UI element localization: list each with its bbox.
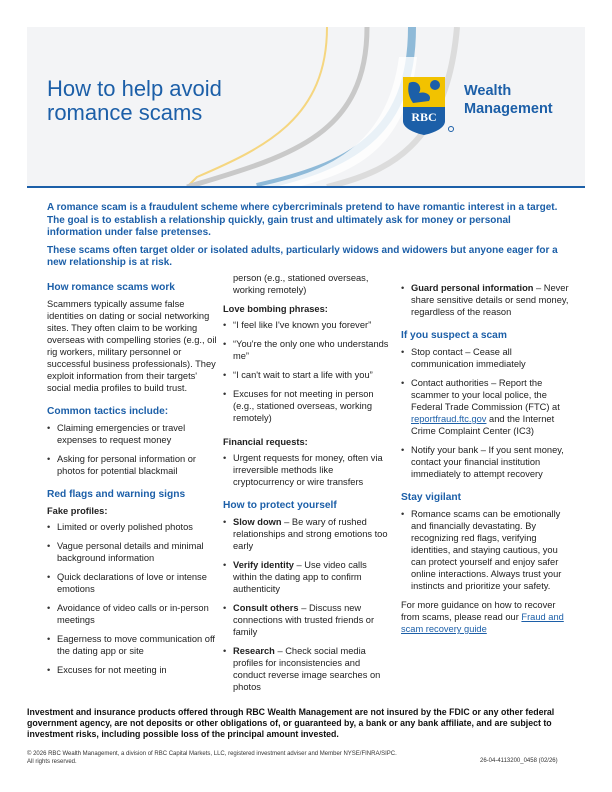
list-item: • Eagerness to move communication off the dating app or site: [47, 633, 219, 657]
protect-section: [223, 500, 391, 693]
flags-heading: Red flags and warning signs: [47, 489, 186, 500]
ftc-report-link[interactable]: reportfraud.ftc.gov: [411, 414, 487, 424]
copyright-line-2: All rights reserved.: [27, 759, 77, 765]
vigilant-section: [401, 492, 571, 635]
love-bombing-heading: Love bombing phrases:: [223, 304, 328, 314]
tactics-section: [47, 406, 219, 477]
list-item: • Avoidance of video calls or in-person meetings: [47, 602, 219, 626]
guidance-text: For more guidance on how to recover from scams, please read our: [401, 600, 556, 622]
list-item: [401, 377, 571, 437]
tactics-list: [47, 422, 219, 477]
list-item: • Excuses for not meeting in person (e.g., stationed overseas, working remotely): [223, 388, 391, 424]
vigilant-list: [401, 508, 571, 592]
list-item: • Notify your bank – If you sent money, contact your financial institution immediately to attempt recovery: [401, 444, 571, 480]
guard-list: [401, 282, 571, 318]
column-2: [223, 272, 391, 705]
protect-item-text: – Check social media profiles for inconsistencies and conduct reverse image searches on photos: [233, 646, 381, 692]
protect-list: [223, 516, 391, 693]
page-title: [47, 77, 267, 125]
protect-item-text: – Be wary of rushed relationships and strong emotions too early: [233, 517, 388, 551]
suspect-section: [401, 330, 571, 480]
protect-item-bold: Verify identity: [233, 560, 294, 570]
list-item: • Asking for personal information or photos for potential blackmail: [47, 453, 219, 477]
brand-line-2: Management: [464, 101, 553, 117]
financial-list: [223, 452, 391, 488]
list-item: • “I feel like I've known you forever”: [223, 319, 391, 331]
guard-text: – Never share sensitive details or send money, regardless of the reason: [411, 283, 569, 317]
protect-item-bold: Slow down: [233, 517, 282, 527]
list-item: • Romance scams can be emotionally and financially devastating. By recognizing red flags, verifying identities, and staying cautious, you can protect yourself and enjoy safer online interactions. Always trust your instincts and prioritize your safety.: [401, 508, 571, 592]
title-line-2: romance scams: [47, 100, 203, 125]
title-line-1: How to help avoid: [47, 76, 222, 101]
protect-item-bold: Consult others: [233, 603, 299, 613]
list-item: • Stop contact – Cease all communication immediately: [401, 346, 571, 370]
vigilant-heading: Stay vigilant: [401, 492, 462, 503]
intro-paragraph-1: A romance scam is a fraudulent scheme where cybercriminals pretend to have romantic interest in a target. The goal is to establish a relationship quickly, gain trust and ultimately ask for money or personal information under false pretenses.: [47, 202, 558, 238]
intro-paragraph-2: These scams often target older or isolated adults, particularly widows and widowers but anyone eager for a new relationship is at risk.: [47, 244, 558, 268]
contact-text-post: and the Internet Crime Complaint Center (IC3): [411, 414, 555, 436]
brand-line-1: Wealth: [464, 83, 512, 99]
list-item: [223, 602, 391, 638]
list-item: • Limited or overly polished photos: [47, 521, 219, 533]
list-item: • “I can't wait to start a life with you”: [223, 369, 391, 381]
how-heading: How romance scams work: [47, 282, 175, 293]
list-item: • Quick declarations of love or intense emotions: [47, 571, 219, 595]
love-bombing-section: [223, 303, 391, 424]
tactics-heading: Common tactics include:: [47, 406, 169, 417]
fake-profiles-heading: Fake profiles:: [47, 506, 108, 516]
financial-heading: Financial requests:: [223, 437, 308, 447]
list-item: • Claiming emergencies or travel expenses to request money: [47, 422, 219, 446]
list-item: • “You're the only one who understands me”: [223, 338, 391, 362]
copyright: [27, 750, 467, 766]
fake-profiles-list: [47, 521, 219, 676]
suspect-heading: If you suspect a scam: [401, 330, 507, 341]
list-item: • Vague personal details and minimal background information: [47, 540, 219, 564]
financial-section: [223, 436, 391, 488]
continued-text: person (e.g., stationed overseas, working remotely): [233, 273, 369, 295]
list-item: • Excuses for not meeting in: [47, 664, 219, 676]
column-1: [47, 282, 219, 688]
how-body: Scammers typically assume false identities on dating or social networking sites. They often claim to be working overseas with compelling stories (e.g., oil rig workers, military personnel or successful business professionals). They exploit information from their targets' social media profiles to build trust.: [47, 299, 217, 393]
rbc-lion-shield-icon: [403, 77, 459, 135]
guard-bold: Guard personal information: [411, 283, 534, 293]
recovery-guide-link[interactable]: Fraud and scam recovery guide: [401, 612, 564, 634]
flags-section: [47, 489, 219, 676]
copyright-line-1: © 2026 RBC Wealth Management, a division of RBC Capital Markets, LLC, registered investment adviser and Member NYSE/FINRA/SIPC.: [27, 751, 397, 757]
list-item: [223, 645, 391, 693]
column-3: [401, 282, 571, 647]
protect-item-bold: Research: [233, 646, 275, 656]
header-banner: [27, 27, 585, 187]
love-bombing-list: [223, 319, 391, 424]
document-code: 26-04-4113200_0458 (02/26): [480, 758, 558, 764]
contact-text-pre: Contact authorities – Report the scammer to your local police, the Federal Trade Commission (FTC) at: [411, 378, 560, 412]
list-item: [223, 516, 391, 552]
protect-item-text: – Discuss new connections with trusted friends or family: [233, 603, 375, 637]
list-item: [223, 559, 391, 595]
suspect-list: [401, 346, 571, 480]
intro: [47, 202, 567, 275]
disclaimer: Investment and insurance products offered through RBC Wealth Management are not insured by the FDIC or any other federal government agency, are not deposits or other obligations of, or guaranteed by, a bank or any bank affiliate, and are subject to investment risks, including possible loss of the principal amount invested.: [27, 707, 555, 739]
how-section: [47, 282, 219, 394]
protect-item-text: – Use video calls within the dating app to confirm authenticity: [233, 560, 367, 594]
protect-heading: How to protect yourself: [223, 500, 337, 511]
brand-name: [464, 82, 553, 118]
list-item: [401, 282, 571, 318]
rbc-logo: [403, 77, 459, 140]
logo-text: RBC: [411, 110, 437, 124]
header-divider: [27, 186, 585, 188]
guidance-paragraph: [401, 599, 571, 635]
list-item: • Urgent requests for money, often via irreversible methods like cryptocurrency or wire transfers: [223, 452, 391, 488]
